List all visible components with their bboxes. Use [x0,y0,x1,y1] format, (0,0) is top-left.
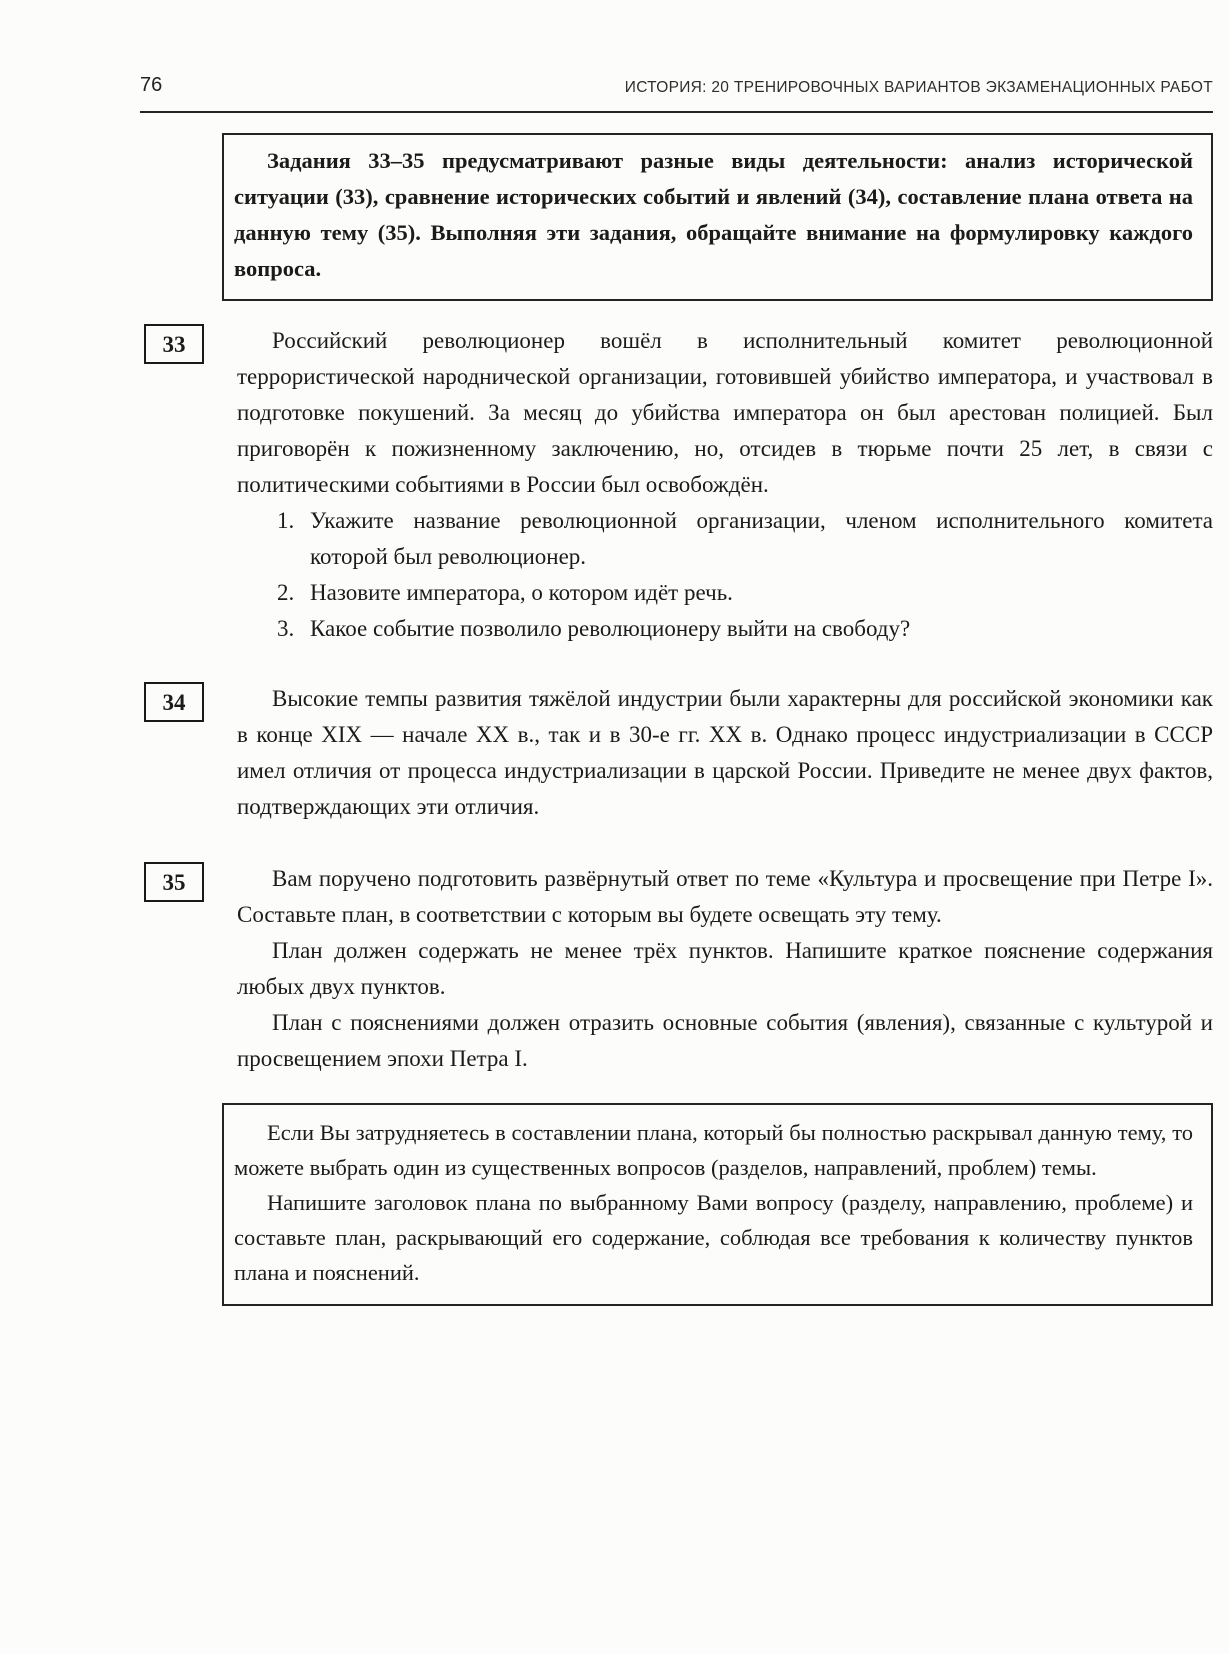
task-34 [162,681,1213,825]
question-item-number: 3. [277,616,295,641]
task-35-paragraph: План должен содержать не менее трёх пунктов. Напишите краткое пояснение содержания любых двух пунктов. [237,938,1213,999]
question-item-number: 2. [277,580,295,605]
question-item [237,503,1213,575]
task-33-paragraph: Российский революционер вошёл в исполнительный комитет революционной террористической народнической организации, готовившей убийство императора, и участвовал в подготовке покушений. За месяц до убийства императора он был арестован полицией. Был приговорён к пожизненному заключению, но, отсидев в тюрьме почти 25 лет, в связи с политическими событиями в России был освобождён. [237,328,1213,497]
task-35 [162,861,1213,1077]
running-header [140,0,1213,97]
intro-instruction-box [222,133,1213,301]
intro-instruction-text: Задания 33–35 предусматривают разные виды деятельности: анализ исторической ситуации (33), сравнение исторических событий и явлений (34), составление плана ответа на данную тему (35). Выполняя эти задания, обращайте внимание на формулировку каждого вопроса. [234,148,1193,281]
task-34-paragraph: Высокие темпы развития тяжёлой индустрии были характерны для российской экономики как в конце XIX — начале XX в., так и в 30-е гг. XX в. Однако процесс индустриализации в СССР имел отличия от процесса индустриализации в царской России. Приведите не менее двух фактов, подтверждающих эти отличия. [237,686,1213,819]
task-33 [162,323,1213,647]
fallback-instruction-box [222,1103,1213,1306]
question-item-text: Какое событие позволило революционеру выйти на свободу? [310,616,911,641]
task-35-paragraph: Вам поручено подготовить развёрнутый ответ по теме «Культура и просвещение при Петре I». Составьте план, в соответствии с которым вы будете освещать эту тему. [237,866,1213,927]
question-item-text: Назовите императора, о котором идёт речь. [310,580,733,605]
question-item-number: 1. [277,508,295,533]
fallback-instruction-paragraph: Если Вы затрудняетесь в составлении плана, который бы полностью раскрывал данную тему, то можете выбрать один из существенных вопросов (разделов, направлений, проблем) темы. [234,1120,1193,1180]
task-33-number-badge: 33 [144,324,204,364]
fallback-instruction-paragraph: Напишите заголовок плана по выбранному Вами вопросу (разделу, направлению, проблеме) и составьте план, раскрывающий его содержание, соблюдая все требования к количеству пунктов плана и пояснений. [234,1190,1193,1285]
header-rule [140,111,1213,113]
question-item [237,611,1213,647]
running-title: ИСТОРИЯ: 20 ТРЕНИРОВОЧНЫХ ВАРИАНТОВ ЭКЗАМЕНАЦИОННЫХ РАБОТ [624,79,1213,96]
task-33-question-list [237,503,1213,647]
page-number: 76 [140,74,163,96]
task-35-paragraph: План с пояснениями должен отразить основные события (явления), связанные с культурой и просвещением эпохи Петра I. [237,1010,1213,1071]
question-item-text: Укажите название революционной организации, членом исполнительного комитета которой был революционер. [310,508,1213,569]
task-34-number-badge: 34 [144,682,204,722]
question-item [237,575,1213,611]
task-35-number-badge: 35 [144,862,204,902]
page-content [140,0,1213,1306]
